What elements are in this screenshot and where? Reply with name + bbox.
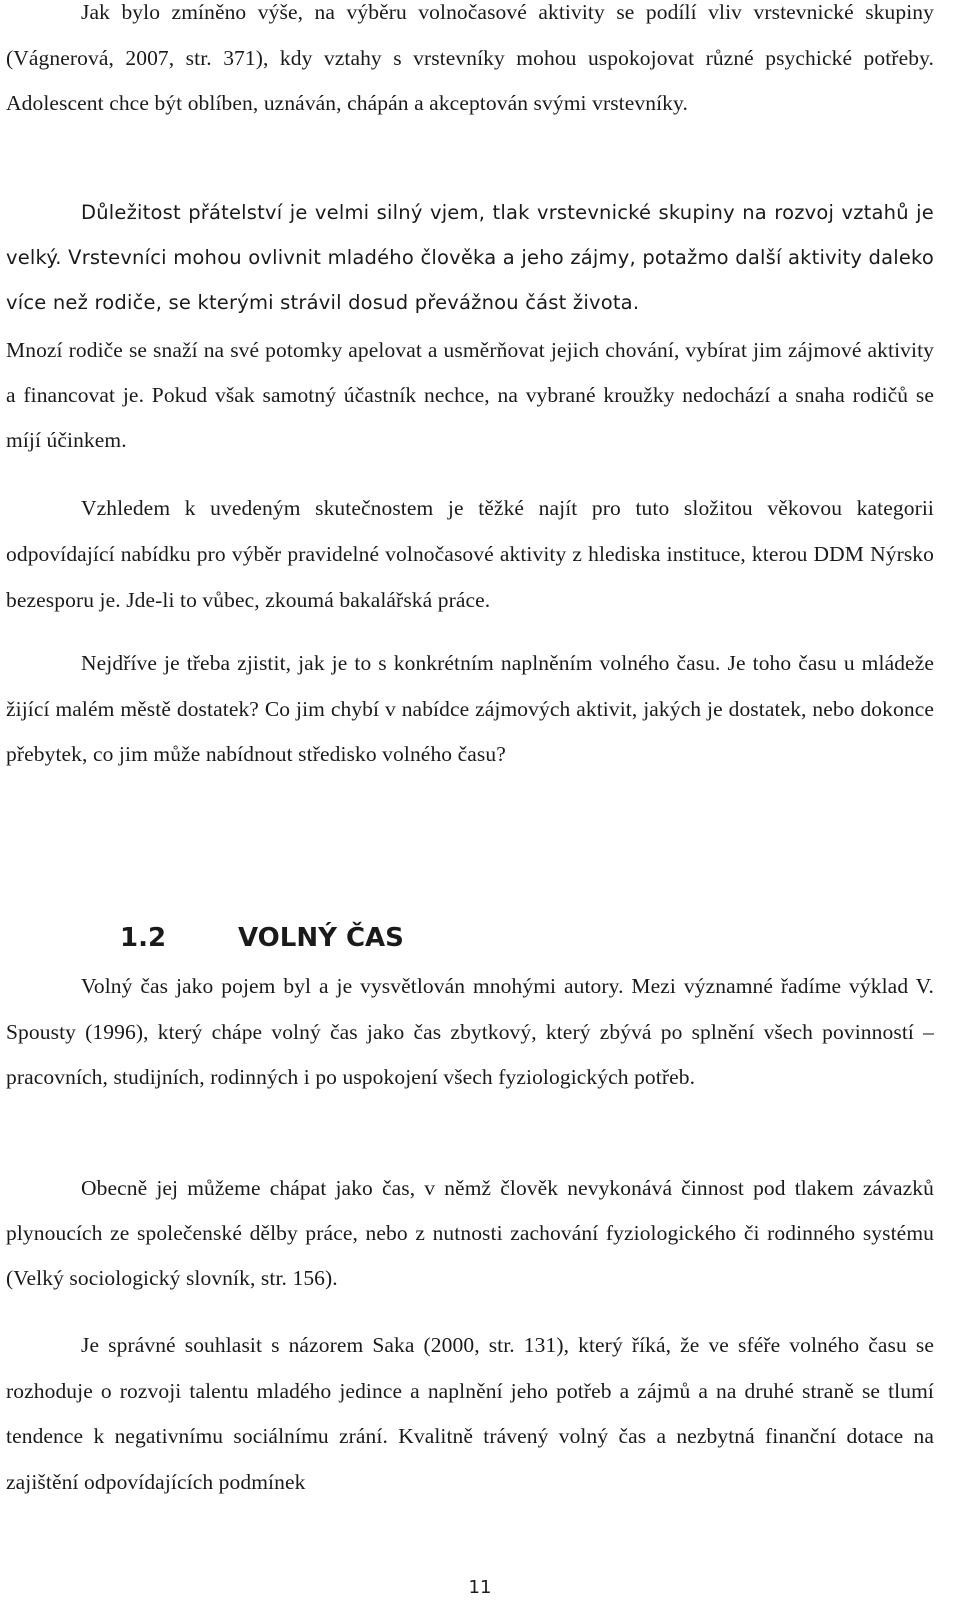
section-title: VOLNÝ ČAS xyxy=(238,923,404,953)
paragraph-free-time-questions: Nejdříve je třeba zjistit, jak je to s konkrétním naplněním volného času. Je toho času u mládeže žijící malém městě dostatek? Co jim chybí v nabídce zájmových aktivit, jakých je dostatek, nebo dokonce přebytek, co jim může nabídnout středisko volného času? xyxy=(6,651,934,766)
paragraph-general-definition: Obecně jej můžeme chápat jako čas, v němž člověk nevykonává činnost pod tlakem závazků plynoucích ze společenské dělby práce, nebo z nutnosti zachování fyziologického či rodinného systému (Velký sociologický slovník, str. 156). xyxy=(6,1176,934,1290)
section-heading xyxy=(120,918,404,958)
section-number: 1.2 xyxy=(120,923,167,953)
paragraph-peer-influence: Jak bylo zmíněno výše, na výběru volnočasové aktivity se podílí vliv vrstevnické skupiny (Vágnerová, 2007, str. 371), kdy vztahy s vrstevníky mohou uspokojovat různé psychické potřeby. Adolescent chce být oblíben, uznáván, chápán a akceptován svými vrstevníky. xyxy=(6,0,934,115)
paragraph-parents: Mnozí rodiče se snaží na své potomky apelovat a usměrňovat jejich chování, vybírat jim zájmové aktivity a financovat je. Pokud však samotný účastník nechce, na vybrané kroužky nedochází a snaha rodičů se míjí účinkem. xyxy=(6,338,934,452)
paragraph-circumstances: Vzhledem k uvedeným skutečnostem je těžké najít pro tuto složitou věkovou kategorii odpovídající nabídku pro výběr pravidelné volnočasové aktivity z hlediska instituce, kterou DDM Nýrsko bezesporu je. Jde-li to vůbec, zkoumá bakalářská práce. xyxy=(6,496,934,612)
paragraph-sak-opinion: Je správné souhlasit s názorem Saka (2000, str. 131), který říká, že ve sféře volného času se rozhoduje o rozvoji talentu mladého jedince a naplnění jeho potřeb a zájmů a na druhé straně se tlumí tendence k negativnímu sociálnímu zrání. Kvalitně trávený volný čas a nezbytná finanční dotace na zajištění odpovídajících podmínek xyxy=(6,1333,934,1494)
paragraph-friendship: Důležitost přátelství je velmi silný vjem, tlak vrstevnické skupiny na rozvoj vztahů je velký. Vrstevníci mohou ovlivnit mladého člověka a jeho zájmy, potažmo další aktivity daleko více než rodiče, se kterými strávil dosud převážnou část života. xyxy=(6,201,934,314)
page-number: 11 xyxy=(468,1577,492,1598)
paragraph-definition-spousta: Volný čas jako pojem byl a je vysvětlován mnohými autory. Mezi významné řadíme výklad V. Spousty (1996), který chápe volný čas jako čas zbytkový, který zbývá po splnění všech povinností – pracovních, studijních, rodinných i po uspokojení všech fyziologických potřeb. xyxy=(6,974,934,1089)
